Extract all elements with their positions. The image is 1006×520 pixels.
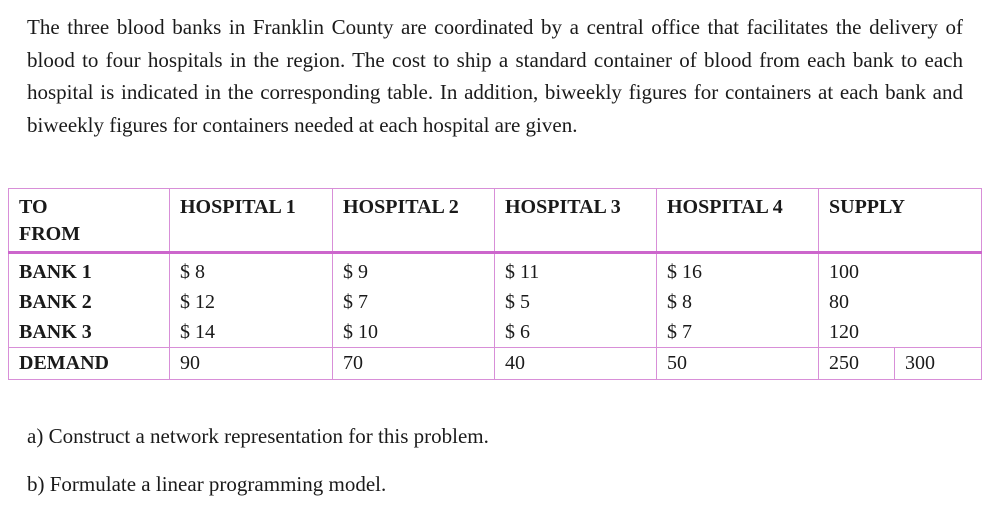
header-hospital-4: HOSPITAL 4: [657, 189, 819, 253]
header-hospital-2: HOSPITAL 2: [333, 189, 495, 253]
demand-cell: 90: [170, 348, 333, 380]
table-row-bank-1: [9, 253, 982, 288]
cost-cell: $ 8: [170, 253, 333, 288]
supply-cell: 80: [819, 287, 982, 317]
header-hospital-1: HOSPITAL 1: [170, 189, 333, 253]
table-header-row: [9, 189, 982, 253]
question-b: b) Formulate a linear programming model.: [27, 472, 387, 496]
cost-cell: $ 6: [495, 317, 657, 348]
table-row-demand: [9, 348, 982, 380]
question-a: a) Construct a network representation for this problem.: [27, 424, 489, 448]
cost-cell: $ 10: [333, 317, 495, 348]
cost-cell: $ 9: [333, 253, 495, 288]
header-supply: SUPPLY: [819, 189, 982, 253]
table-row-bank-3: [9, 317, 982, 348]
cost-cell: $ 11: [495, 253, 657, 288]
cost-cell: $ 16: [657, 253, 819, 288]
supply-cell: 120: [819, 317, 982, 348]
row-label: BANK 2: [9, 287, 170, 317]
cost-table: [8, 188, 982, 380]
cost-cell: $ 8: [657, 287, 819, 317]
cost-cell: $ 5: [495, 287, 657, 317]
total-demand-cell: 250: [819, 348, 895, 380]
demand-cell: 50: [657, 348, 819, 380]
corner-cell: [9, 189, 170, 253]
row-label: BANK 1: [9, 253, 170, 288]
row-label: BANK 3: [9, 317, 170, 348]
from-label: FROM: [19, 223, 81, 245]
cost-cell: $ 12: [170, 287, 333, 317]
supply-cell: 100: [819, 253, 982, 288]
table-row-bank-2: [9, 287, 982, 317]
demand-cell: 40: [495, 348, 657, 380]
problem-statement: The three blood banks in Franklin County are coordinated by a central office that facilitates the delivery of blood to four hospitals in the region. The cost to ship a standard container of blood from each bank to each hospital is indicated in the corresponding table. In addition, biweekly figures for containers at each bank and biweekly figures for containers needed at each hospital are given.: [27, 15, 963, 137]
total-supply-cell: 300: [895, 348, 982, 380]
demand-cell: 70: [333, 348, 495, 380]
row-label: DEMAND: [9, 348, 170, 380]
cost-cell: $ 7: [333, 287, 495, 317]
cost-cell: $ 14: [170, 317, 333, 348]
to-label: TO: [19, 196, 48, 218]
header-hospital-3: HOSPITAL 3: [495, 189, 657, 253]
cost-cell: $ 7: [657, 317, 819, 348]
